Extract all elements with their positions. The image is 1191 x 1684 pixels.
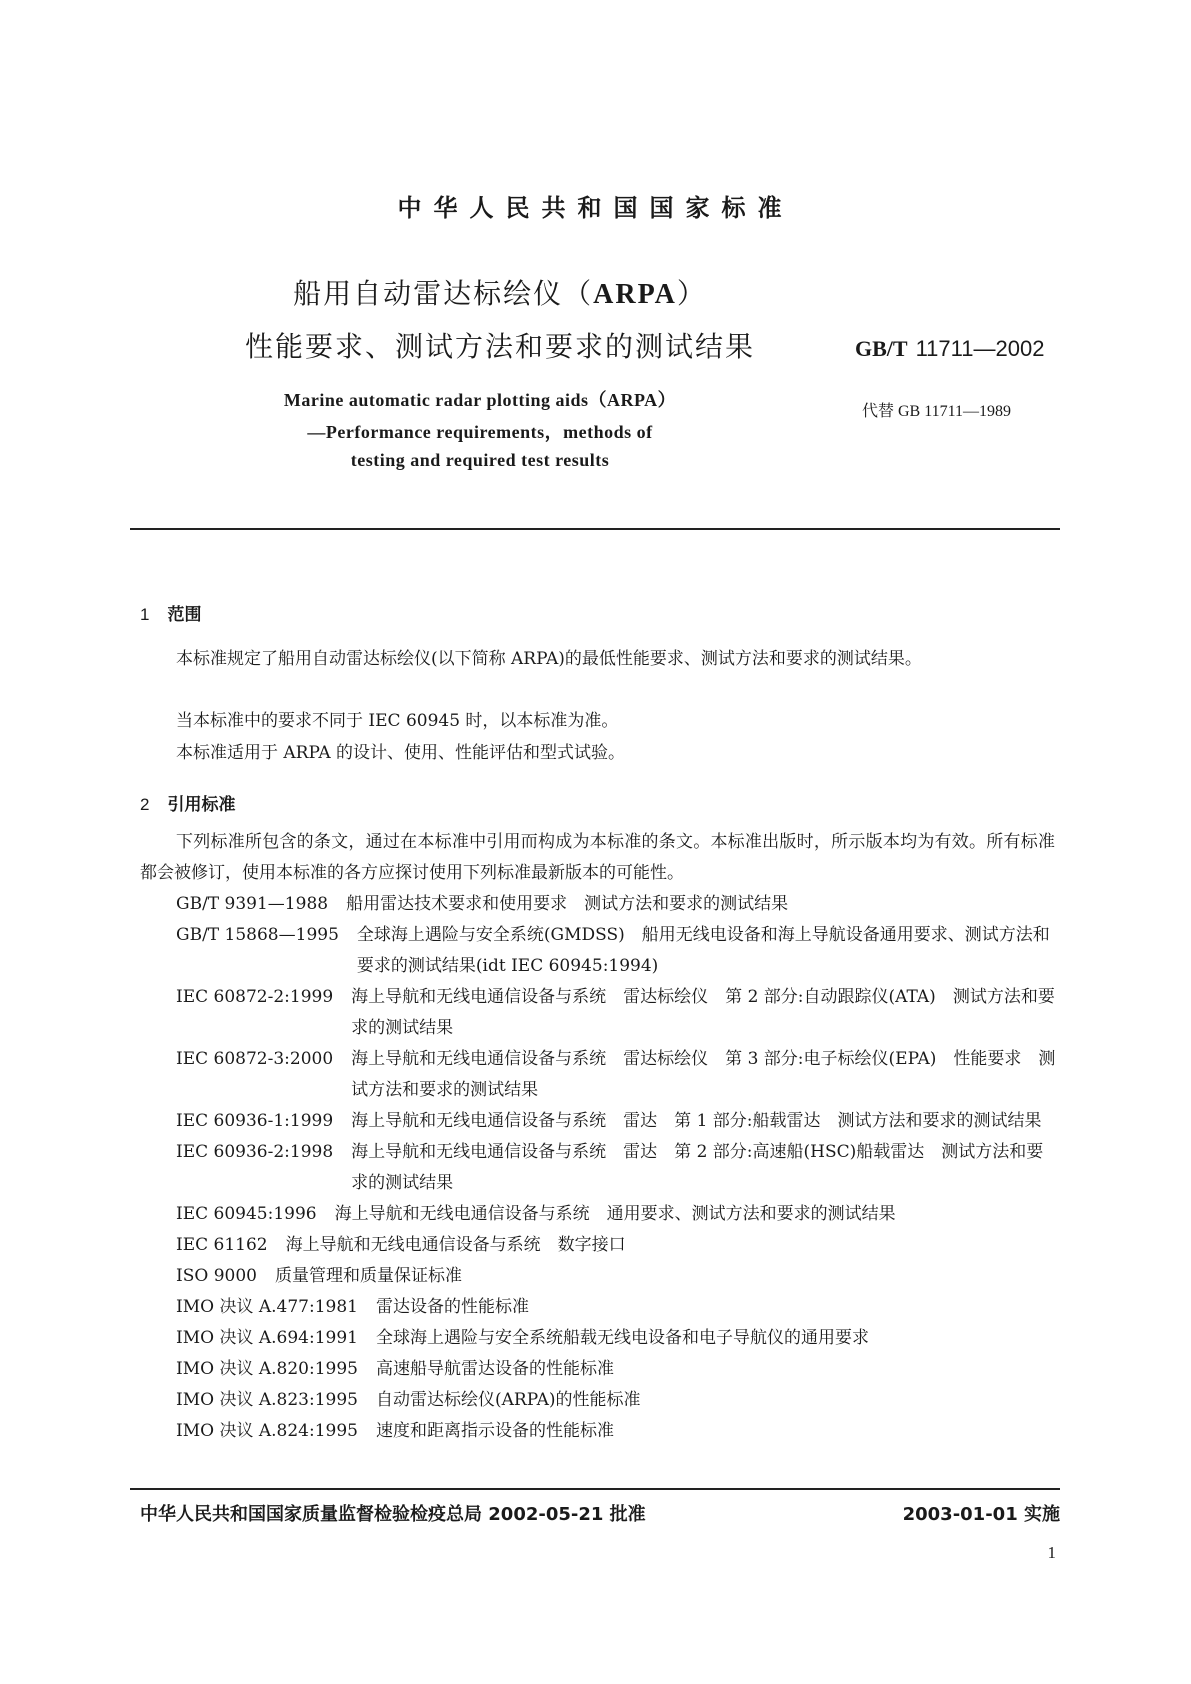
chinese-title-prefix: 船用自动雷达标绘仪（	[293, 277, 594, 310]
standard-prefix: GB/T	[855, 336, 908, 361]
reference-description: 全球海上遇险与安全系统船载无线电设备和电子导航仪的通用要求	[376, 1328, 869, 1348]
reference-code: GB/T 9391—1988	[176, 894, 329, 914]
section-title: 引用标准	[167, 795, 236, 815]
reference-item	[176, 1230, 1056, 1261]
footer-divider	[130, 1488, 1060, 1490]
reference-item	[176, 1199, 1056, 1230]
reference-description: 速度和距离指示设备的性能标准	[376, 1421, 614, 1441]
reference-description: 高速船导航雷达设备的性能标准	[376, 1359, 614, 1379]
chinese-title-line-1	[180, 272, 820, 312]
section-1-paragraph-1: 本标准规定了船用自动雷达标绘仪(以下简称 ARPA)的最低性能要求、测试方法和要求的测试结果。	[176, 649, 922, 669]
reference-description: 海上导航和无线电通信设备与系统 通用要求、测试方法和要求的测试结果	[334, 1204, 896, 1224]
reference-description: 质量管理和质量保证标准	[274, 1266, 462, 1286]
page-number: 1	[1047, 1543, 1056, 1562]
reference-item	[176, 889, 1056, 920]
reference-item	[176, 1044, 1056, 1106]
english-title-line-2: —Performance requirements，methods of	[307, 422, 653, 442]
reference-item	[176, 1416, 1056, 1447]
section-number: 2	[140, 795, 150, 814]
reference-description: 海上导航和无线电通信设备与系统 雷达 第 2 部分:高速船(HSC)船载雷达 测试方法和要求的测试结果	[351, 1142, 1044, 1193]
reference-item	[176, 920, 1056, 982]
section-title: 范围	[167, 605, 202, 625]
section-1-heading	[140, 600, 201, 625]
section-1-paragraph-2: 当本标准中的要求不同于 IEC 60945 时，以本标准为准。	[176, 711, 619, 731]
reference-description: 海上导航和无线电通信设备与系统 雷达 第 1 部分:船载雷达 测试方法和要求的测试结果	[351, 1111, 1042, 1131]
reference-code: IMO 决议 A.824:1995	[176, 1421, 358, 1441]
reference-code: IEC 61162	[176, 1235, 268, 1255]
section-2-paragraph-1: 下列标准所包含的条文，通过在本标准中引用而构成为本标准的条文。本标准出版时，所示版本均为有效。所有标准都会被修订，使用本标准的各方应探讨使用下列标准最新版本的可能性。	[140, 832, 1055, 883]
header-divider	[130, 528, 1060, 530]
reference-description: 海上导航和无线电通信设备与系统 雷达标绘仪 第 3 部分:电子标绘仪(EPA) 性能要求 测试方法和要求的测试结果	[351, 1049, 1056, 1100]
reference-item	[176, 1137, 1056, 1199]
reference-item	[176, 1354, 1056, 1385]
reference-code: IEC 60872-2:1999	[176, 987, 334, 1007]
reference-code: IMO 决议 A.477:1981	[176, 1297, 358, 1317]
reference-code: IEC 60936-2:1998	[176, 1142, 334, 1162]
reference-description: 雷达设备的性能标准	[376, 1297, 529, 1317]
standard-code: 11711—2002	[915, 336, 1045, 361]
standard-number	[855, 336, 1044, 362]
english-title-line-1: Marine automatic radar plotting aids（ARPA）	[283, 390, 677, 410]
approval-statement: 中华人民共和国国家质量监督检验检疫总局 2002-05-21 批准	[140, 1504, 646, 1525]
section-2-heading	[140, 790, 235, 815]
reference-description: 自动雷达标绘仪(ARPA)的性能标准	[376, 1390, 641, 1410]
replaces-standard: 代替 GB 11711—1989	[862, 403, 1012, 420]
reference-item	[176, 1106, 1056, 1137]
reference-code: IMO 决议 A.823:1995	[176, 1390, 358, 1410]
reference-item	[176, 1292, 1056, 1323]
reference-item	[176, 1323, 1056, 1354]
chinese-title-suffix: ）	[676, 277, 707, 310]
effective-date: 2003-01-01 实施	[902, 1504, 1060, 1525]
reference-code: IMO 决议 A.694:1991	[176, 1328, 358, 1348]
reference-code: ISO 9000	[176, 1266, 257, 1286]
reference-code: IMO 决议 A.820:1995	[176, 1359, 358, 1379]
reference-item	[176, 1385, 1056, 1416]
reference-code: IEC 60945:1996	[176, 1204, 317, 1224]
section-1-paragraph-3: 本标准适用于 ARPA 的设计、使用、性能评估和型式试验。	[176, 743, 626, 763]
reference-description: 海上导航和无线电通信设备与系统 雷达标绘仪 第 2 部分:自动跟踪仪(ATA) 测试方法和要求的测试结果	[351, 987, 1055, 1038]
reference-item	[176, 1261, 1056, 1292]
normative-references-list	[176, 889, 1056, 1447]
reference-code: GB/T 15868—1995	[176, 925, 339, 945]
chinese-title-abbreviation: ARPA	[593, 279, 677, 310]
national-standard-header: 中华人民共和国国家标准	[397, 194, 794, 222]
section-number: 1	[140, 605, 150, 624]
reference-code: IEC 60936-1:1999	[176, 1111, 334, 1131]
english-title-line-3: testing and required test results	[350, 450, 610, 470]
reference-description: 船用雷达技术要求和使用要求 测试方法和要求的测试结果	[346, 894, 789, 914]
reference-description: 全球海上遇险与安全系统(GMDSS) 船用无线电设备和海上导航设备通用要求、测试方法和要求的测试结果(idt IEC 60945:1994)	[356, 925, 1050, 976]
chinese-title-line-2: 性能要求、测试方法和要求的测试结果	[244, 330, 755, 363]
reference-description: 海上导航和无线电通信设备与系统 数字接口	[285, 1235, 626, 1255]
reference-item	[176, 982, 1056, 1044]
reference-code: IEC 60872-3:2000	[176, 1049, 334, 1069]
